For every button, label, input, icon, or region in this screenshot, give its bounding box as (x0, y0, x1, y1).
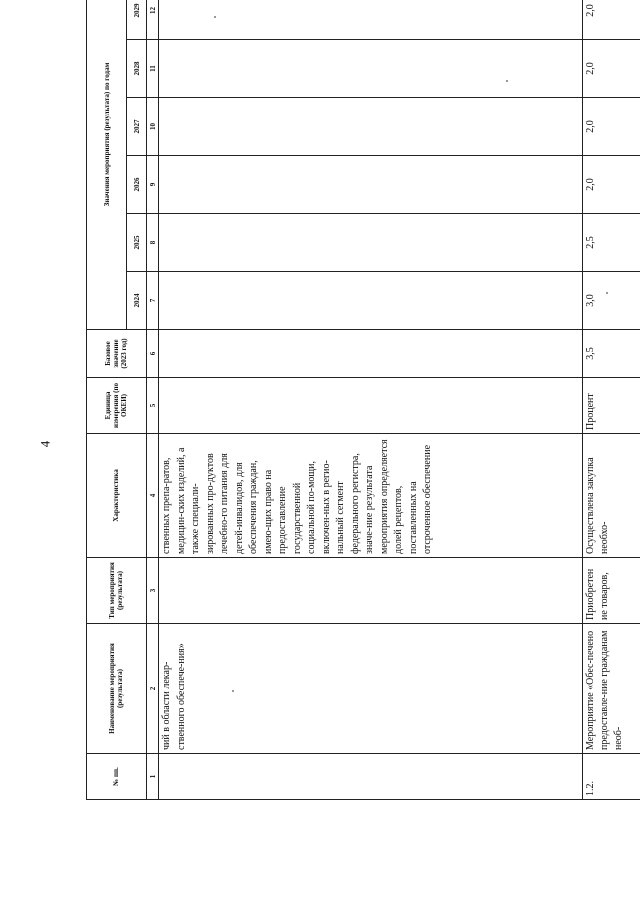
row-value (159, 272, 583, 330)
header-year: 2027 (127, 98, 147, 156)
row-characteristic: Осуществлена закупка необхо- (583, 434, 640, 558)
row-type: Приобретен ие товаров, (583, 558, 640, 624)
column-number: 11 (146, 40, 158, 98)
column-number: 5 (146, 378, 158, 434)
rotated-table-wrapper (86, 3, 640, 800)
header-year: 2026 (127, 156, 147, 214)
row-value (159, 98, 583, 156)
column-number: 1 (146, 754, 158, 800)
table-row (159, 0, 583, 800)
row-base (159, 330, 583, 378)
header-year: 2024 (127, 272, 147, 330)
header-year: 2028 (127, 40, 147, 98)
header-name: Наименование мероприятия (результата) (87, 624, 147, 754)
row-num (159, 754, 583, 800)
header-characteristic: Характеристика (87, 434, 147, 558)
row-value: 2,0 (583, 98, 640, 156)
row-name: Мероприятие «Обес-печено предоставле-ние гражданам необ- (583, 624, 640, 754)
table-row (583, 0, 640, 800)
header-type: Тип мероприятия (результата) (87, 558, 147, 624)
row-value: 2,5 (583, 214, 640, 272)
column-number: 2 (146, 624, 158, 754)
page-number: 4 (37, 440, 53, 448)
column-number: 4 (146, 434, 158, 558)
row-value: 2,0 (583, 0, 640, 40)
row-value: 2,0 (583, 40, 640, 98)
column-number: 3 (146, 558, 158, 624)
measures-table (86, 0, 640, 800)
row-unit (159, 378, 583, 434)
row-value (159, 0, 583, 40)
column-number: 12 (146, 0, 158, 40)
header-values-by-year: Значения мероприятия (результата) по годам (87, 0, 127, 330)
row-value: 2,0 (583, 156, 640, 214)
header-num: № пп. (87, 754, 147, 800)
column-number: 9 (146, 156, 158, 214)
row-num: 1.2. (583, 754, 640, 800)
header-row (87, 0, 127, 800)
header-year: 2025 (127, 214, 147, 272)
column-number: 6 (146, 330, 158, 378)
header-base: Базовое значение (2023 год) (87, 330, 147, 378)
row-value: 3,0 (583, 272, 640, 330)
row-unit: Процент (583, 378, 640, 434)
column-number: 10 (146, 98, 158, 156)
row-value (159, 214, 583, 272)
header-year: 2029 (127, 0, 147, 40)
row-type (159, 558, 583, 624)
row-name: чий в области лекар-ственного обеспече-ния» (159, 624, 583, 754)
column-numbers-row (146, 0, 158, 800)
row-characteristic: ственных препа-ратов, медицин-ских изделий, а также специали-зированных про-дуктов лечебно-го питания для детей-инвалидов, для обеспечения граждан, имею-щих право на предоставление государственной социальной по-мощи, включен-ных в регио-нальный сегмент федерального регистра, значе-ние результата мероприятия определяется долей рецептов, поставленных на отсроченное обеспечение (159, 434, 583, 558)
row-value (159, 40, 583, 98)
row-base: 3,5 (583, 330, 640, 378)
header-unit: Единица измерения (по ОКЕИ) (87, 378, 147, 434)
column-number: 8 (146, 214, 158, 272)
column-number: 7 (146, 272, 158, 330)
row-value (159, 156, 583, 214)
